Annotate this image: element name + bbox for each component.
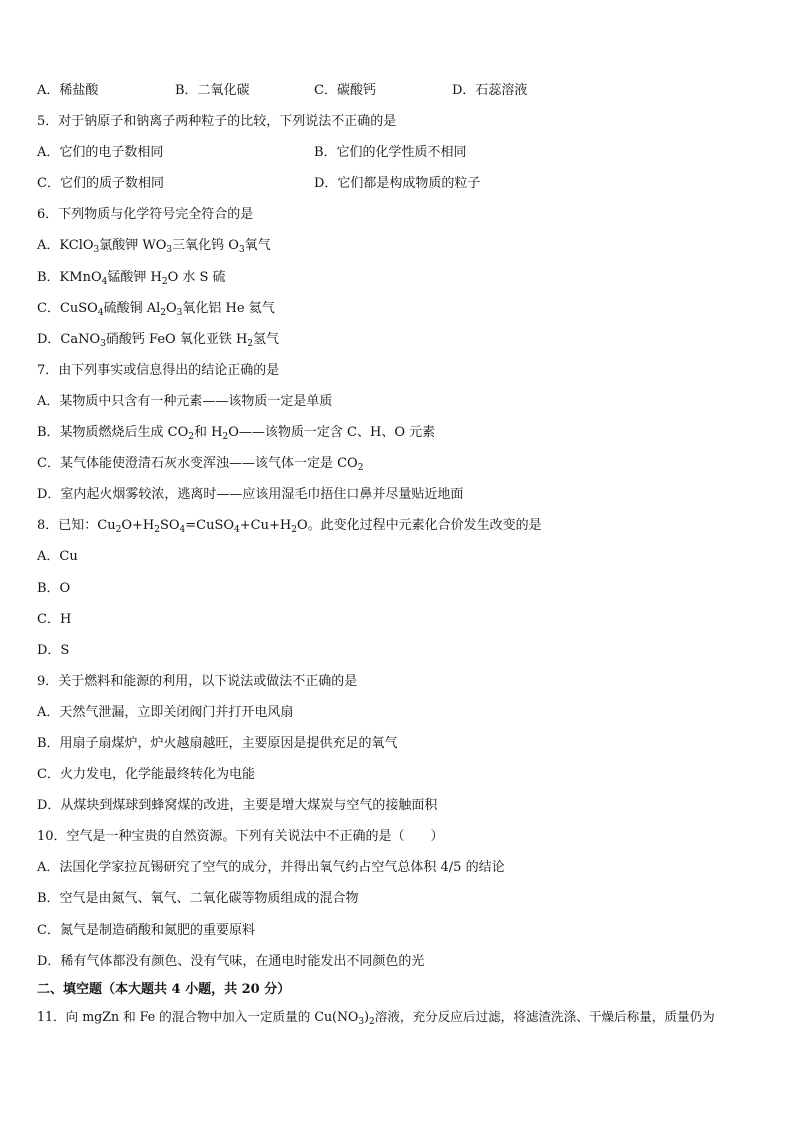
q8-option-b: B．O [37,580,71,596]
text: O。此变化过程中元素化合价发生改变的是 [296,518,542,534]
subscript: 4 [234,525,240,536]
text: =CuSO [185,518,235,534]
q7-option-d: D．室内起火烟雾较浓，逃离时——应该用湿毛巾捂住口鼻并尽量贴近地面 [37,487,464,503]
subscript: 2 [115,525,122,536]
q10-option-a: A．法国化学家拉瓦锡研究了空气的成分，并得出氧气约占空气总体积 4/5 的结论 [37,860,505,876]
q4-option-a: A．稀盐酸 [37,83,99,98]
text: 氧气 [244,238,271,254]
q5-option-a: A．它们的电子数相同 [37,145,164,161]
text: B．某物质燃烧后生成 CO [37,425,189,441]
q10-stem: 10．空气是一种宝贵的自然资源。下列有关说法中不正确的是（ ） [37,829,444,845]
subscript: 3 [166,245,173,256]
subscript: 2 [188,432,195,443]
q5-stem: 5．对于钠原子和钠离子两种粒子的比较，下列说法不正确的是 [37,114,397,130]
text: C．某气体能使澄清石灰水变浑浊——该气体一定是 CO [37,456,358,472]
subscript: 2 [161,276,168,287]
exam-page [37,80,757,1037]
subscript: 3 [100,338,106,349]
text: 11．向 mgZn 和 Fe 的混合物中加入一定质量的 Cu(NO [37,1008,359,1024]
text: O+H [121,518,155,534]
text: 和 H [194,425,223,441]
text: O——该物质一定含 C、H、O 元素 [228,425,436,441]
text: 8．已知：Cu [37,518,116,534]
section-heading: 二、填空题（本大题共 4 小题，共 20 分） [37,981,291,997]
q8-option-d: D．S [37,642,70,658]
text: 氧化铝 He 氦气 [182,300,275,316]
q7-stem: 7．由下列事实或信息得出的结论正确的是 [37,362,280,378]
text: 硝酸钙 FeO 氧化亚铁 H [105,331,248,347]
q4-option-b: B．二氧化碳 [175,83,250,98]
q8-stem [37,515,757,546]
subscript: 4 [97,307,104,318]
q10-option-b: B．空气是由氮气、氧气、二氧化碳等物质组成的混合物 [37,891,359,907]
q7-option-a: A．某物质中只含有一种元素——该物质一定是单质 [37,393,333,409]
q6-option-c [37,298,757,329]
q5-option-d: D．它们都是构成物质的粒子 [314,176,481,192]
text: +Cu+H [239,518,292,534]
subscript: 2 [154,525,160,536]
text: A．KClO [37,238,94,254]
text: B．KMnO [37,269,102,285]
text: 氢气 [253,331,280,347]
subscript: 4 [101,276,108,287]
q10-option-c: C．氮气是制造硝酸和氮肥的重要原料 [37,922,255,938]
subscript: 3 [93,245,100,256]
subscript: 3 [358,1016,365,1027]
q8-option-c: C．H [37,611,72,627]
q8-option-a: A．Cu [37,549,78,565]
subscript: 2 [291,525,297,536]
q9-option-a: A．天然气泄漏，立即关闭阀门并打开电风扇 [37,704,294,720]
q6-option-d [37,329,757,360]
q7-option-c [37,453,757,484]
q9-option-b: B．用扇子扇煤炉，炉火越扇越旺，主要原因是提供充足的氧气 [37,735,398,751]
subscript: 2 [357,463,364,474]
text: 三氧化钨 O [172,238,239,254]
text: O [166,300,177,316]
text: O 水 S 硫 [167,269,226,285]
q4-option-c: C．碳酸钙 [314,83,376,98]
subscript: 2 [160,307,166,318]
text: 锰酸钾 H [107,269,162,285]
q4-options [37,80,757,111]
q5-option-b: B．它们的化学性质不相同 [314,145,467,161]
q5-options-row1 [37,142,757,173]
subscript: 3 [238,245,245,256]
q9-stem: 9．关于燃料和能源的利用，以下说法或做法不正确的是 [37,673,358,689]
text: 氯酸钾 WO [99,238,167,254]
text: ) [364,1008,369,1024]
text: D．CaNO [37,331,101,347]
subscript: 2 [368,1016,375,1027]
subscript: 2 [222,432,229,443]
text: 溶液，充分反应后过滤，将滤渣洗涤、干燥后称量，质量仍为 [374,1008,715,1024]
q9-option-d: D．从煤块到煤球到蜂窝煤的改进，主要是增大煤炭与空气的接触面积 [37,798,438,814]
q9-option-c: C．火力发电，化学能最终转化为电能 [37,767,255,783]
subscript: 3 [176,307,183,318]
q6-option-a [37,235,757,266]
q5-option-c: C．它们的质子数相同 [37,176,164,192]
subscript: 4 [179,525,186,536]
q6-stem: 6．下列物质与化学符号完全符合的是 [37,207,254,223]
subscript: 2 [247,338,254,349]
q5-options-row2 [37,173,757,204]
q6-option-b [37,267,757,298]
q4-option-d: D．石蕊溶液 [452,83,528,98]
text: 硫酸铜 Al [103,300,161,316]
q11-stem [37,1006,757,1037]
text: C．CuSO [37,300,98,316]
q10-option-d: D．稀有气体都没有颜色、没有气味，在通电时能发出不同颜色的光 [37,953,425,969]
text: SO [159,518,180,534]
q7-option-b [37,422,757,453]
